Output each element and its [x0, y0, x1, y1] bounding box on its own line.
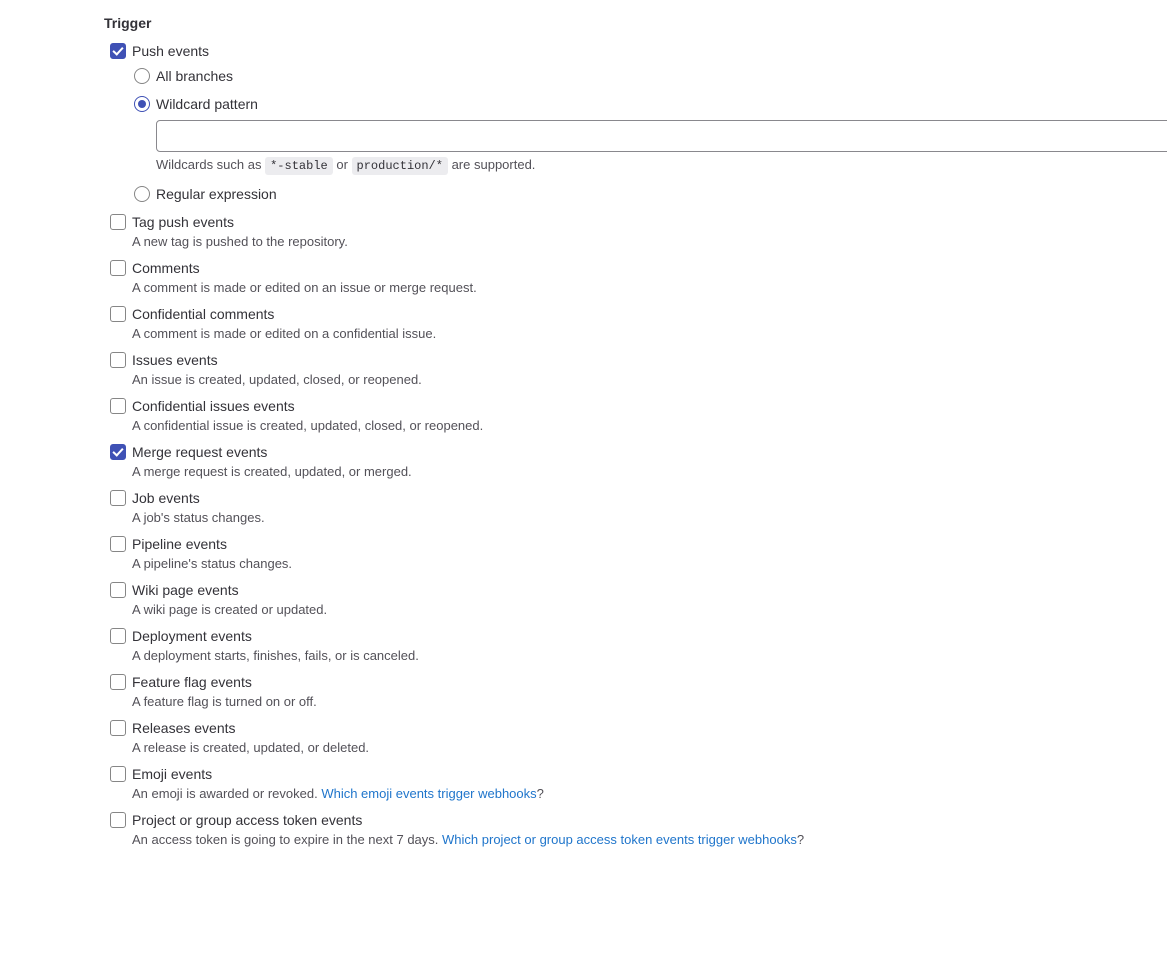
radio-row-regular-expression[interactable]: [128, 184, 1167, 204]
checkbox-row[interactable]: [104, 534, 1167, 574]
event-description-text: An emoji is awarded or revoked.: [132, 786, 318, 801]
checkbox-push-events[interactable]: [110, 43, 126, 59]
checkbox-label-push-events: Push events: [132, 43, 210, 59]
checkbox-row[interactable]: [104, 580, 1167, 620]
checkbox-row[interactable]: [104, 442, 1167, 482]
radio-regular-expression[interactable]: [134, 186, 150, 202]
event-checkbox-label: Pipeline events: [132, 536, 227, 552]
event-checkbox[interactable]: [110, 812, 126, 828]
event-checkbox[interactable]: [110, 582, 126, 598]
wildcard-help-conjunction: or: [336, 157, 348, 172]
event-checkbox-label: Feature flag events: [132, 674, 252, 690]
wildcard-example-one: *-stable: [265, 157, 333, 175]
event-checkbox-label: Merge request events: [132, 444, 268, 460]
event-description: [132, 416, 1167, 436]
event-checkbox-label: Project or group access token events: [132, 812, 363, 828]
event-checkbox[interactable]: [110, 674, 126, 690]
event-description: [132, 278, 1167, 298]
checkbox-row[interactable]: [104, 258, 1167, 298]
checkbox-row-push-events[interactable]: [104, 41, 1167, 61]
event-description: [132, 738, 1167, 758]
radio-label-wildcard-pattern: Wildcard pattern: [156, 96, 258, 112]
wildcard-pattern-input[interactable]: [156, 120, 1167, 152]
checkbox-row[interactable]: [104, 212, 1167, 252]
event-checkbox-label: Deployment events: [132, 628, 252, 644]
radio-label-regular-expression: Regular expression: [156, 186, 277, 202]
checkbox-row[interactable]: [104, 350, 1167, 390]
event-checkbox-list: [104, 212, 1167, 850]
event-description: [132, 232, 1167, 252]
event-checkbox[interactable]: [110, 214, 126, 230]
event-checkbox[interactable]: [110, 766, 126, 782]
event-checkbox[interactable]: [110, 536, 126, 552]
push-events-branch-options: [128, 66, 1167, 204]
event-description-text: A pipeline's status changes.: [132, 556, 293, 571]
event-description-text: A comment is made or edited on a confidential issue.: [132, 326, 437, 341]
event-description-text: An access token is going to expire in the next 7 days.: [132, 832, 439, 847]
event-checkbox[interactable]: [110, 352, 126, 368]
event-description: [132, 370, 1167, 390]
event-description-text: A feature flag is turned on or off.: [132, 694, 317, 709]
event-description-text: A release is created, updated, or deleted.: [132, 740, 370, 755]
event-checkbox[interactable]: [110, 628, 126, 644]
event-description: [132, 462, 1167, 482]
event-checkbox-label: Wiki page events: [132, 582, 239, 598]
radio-label-all-branches: All branches: [156, 68, 234, 84]
event-description-text: A comment is made or edited on an issue or merge request.: [132, 280, 477, 295]
checkbox-row[interactable]: [104, 304, 1167, 344]
checkbox-row[interactable]: [104, 672, 1167, 712]
section-title: Trigger: [104, 15, 152, 31]
wildcard-help-prefix: Wildcards such as: [156, 157, 262, 172]
event-checkbox-label: Emoji events: [132, 766, 213, 782]
event-description-text: A wiki page is created or updated.: [132, 602, 328, 617]
wildcard-example-two: production/*: [352, 157, 448, 175]
event-description: [132, 692, 1167, 712]
event-checkbox-label: Comments: [132, 260, 200, 276]
event-help-link[interactable]: Which emoji events trigger webhooks: [321, 786, 537, 801]
checkbox-row[interactable]: [104, 626, 1167, 666]
event-checkbox-label: Tag push events: [132, 214, 234, 230]
event-description-text: A deployment starts, finishes, fails, or is canceled.: [132, 648, 419, 663]
event-checkbox-label: Releases events: [132, 720, 236, 736]
radio-all-branches[interactable]: [134, 68, 150, 84]
radio-row-all-branches[interactable]: [128, 66, 1167, 86]
event-description-text: A merge request is created, updated, or merged.: [132, 464, 412, 479]
event-help-link-suffix: ?: [796, 832, 805, 847]
event-description-text: A job's status changes.: [132, 510, 265, 525]
event-checkbox[interactable]: [110, 398, 126, 414]
event-checkbox[interactable]: [110, 490, 126, 506]
event-checkbox-label: Issues events: [132, 352, 218, 368]
checkbox-row[interactable]: [104, 810, 1167, 850]
event-description: [132, 554, 1167, 574]
event-checkbox-label: Confidential comments: [132, 306, 275, 322]
event-description: [132, 508, 1167, 528]
event-description-text: A new tag is pushed to the repository.: [132, 234, 348, 249]
event-checkbox-label: Confidential issues events: [132, 398, 295, 414]
event-description: [132, 324, 1167, 344]
checkbox-row[interactable]: [104, 718, 1167, 758]
wildcard-input-wrapper: [156, 120, 1167, 152]
event-checkbox[interactable]: [110, 444, 126, 460]
event-checkbox[interactable]: [110, 306, 126, 322]
event-help-link-suffix: ?: [536, 786, 544, 801]
radio-wildcard-pattern[interactable]: [134, 96, 150, 112]
event-checkbox[interactable]: [110, 260, 126, 276]
event-help-link[interactable]: Which project or group access token events trigger webhooks: [442, 832, 797, 847]
checkbox-row[interactable]: [104, 396, 1167, 436]
radio-row-wildcard-pattern[interactable]: [128, 94, 1167, 114]
event-checkbox-label: Job events: [132, 490, 200, 506]
event-checkbox[interactable]: [110, 720, 126, 736]
event-description: [132, 784, 1167, 804]
event-description: [132, 830, 1167, 850]
checkbox-row[interactable]: [104, 764, 1167, 804]
wildcard-help-suffix: are supported.: [451, 157, 536, 172]
event-description-text: A confidential issue is created, updated, closed, or reopened.: [132, 418, 484, 433]
event-description-text: An issue is created, updated, closed, or reopened.: [132, 372, 422, 387]
checkbox-row[interactable]: [104, 488, 1167, 528]
wildcard-help-text: [156, 155, 1167, 176]
event-description: [132, 600, 1167, 620]
event-description: [132, 646, 1167, 666]
